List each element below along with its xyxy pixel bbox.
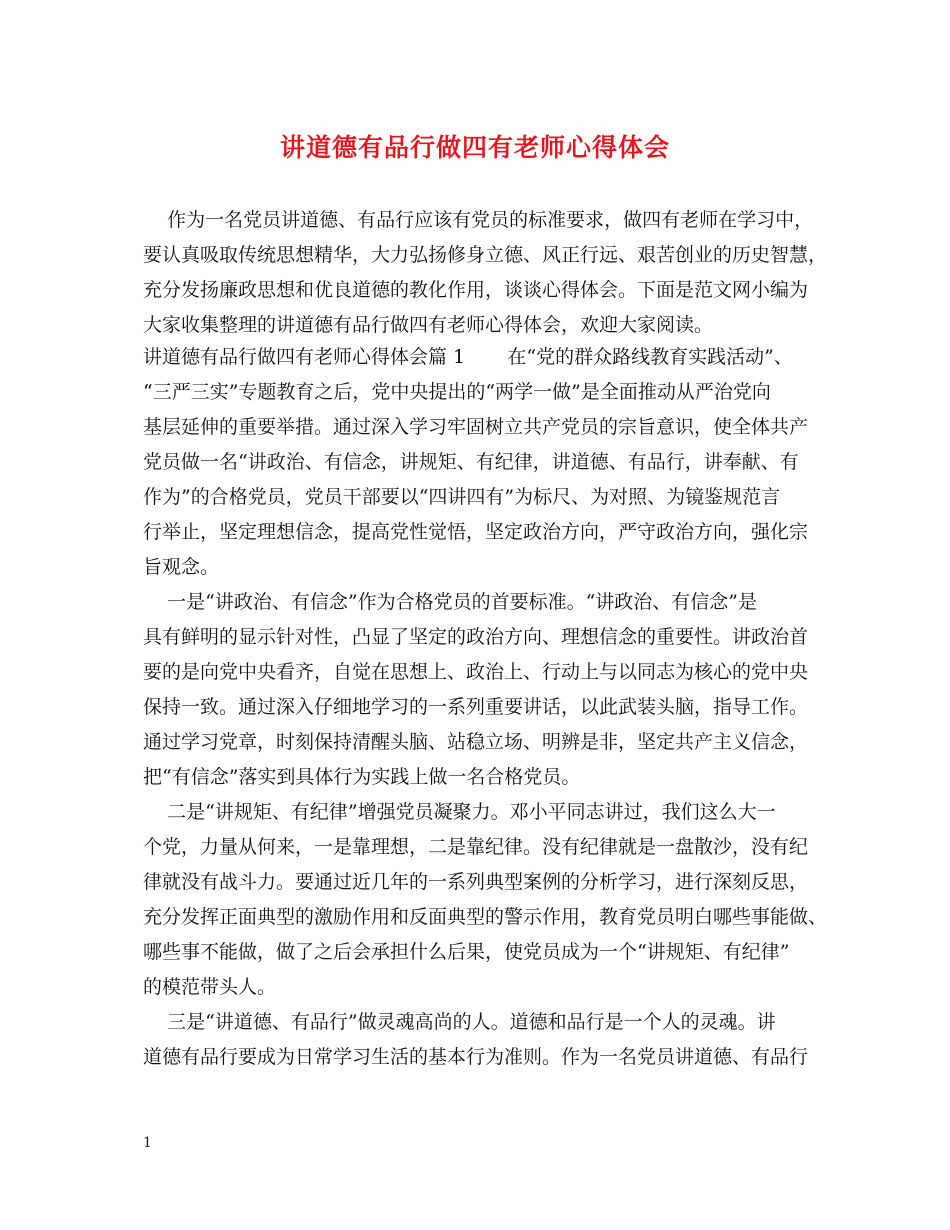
- body-line: 二是“讲规矩、有纪律”增强党员凝聚力。邓小平同志讲过，我们这么大一: [143, 801, 776, 823]
- body-line: 哪些事不能做，做了之后会承担什么后果，使党员成为一个“讲规矩、有纪律”: [143, 941, 790, 963]
- body-line: 道德有品行要成为日常学习生活的基本行为准则。作为一名党员讲道德、有品行: [143, 1046, 809, 1068]
- body-line: 把“有信念”落实到具体行为实践上做一名合格党员。: [143, 766, 581, 788]
- body-line: 要的是向党中央看齐，自觉在思想上、政治上、行动上与以同志为核心的党中央: [143, 661, 809, 683]
- body-line: 具有鲜明的显示针对性，凸显了坚定的政治方向、理想信念的重要性。讲政治首: [143, 626, 809, 648]
- body-line: 个党，力量从何来，一是靠理想，二是靠纪律。没有纪律就是一盘散沙，没有纪: [143, 836, 809, 858]
- body-line: 一是“讲政治、有信念”作为合格党员的首要标准。“讲政治、有信念”是: [143, 591, 758, 613]
- body-line: 律就没有战斗力。要通过近几年的一系列典型案例的分析学习，进行深刻反思，: [143, 871, 809, 893]
- page-number: 1: [143, 1135, 152, 1151]
- document-title: 讲道德有品行做四有老师心得体会: [279, 133, 670, 162]
- body-line: 通过学习党章，时刻保持清醒头脑、站稳立场、明辨是非，坚定共产主义信念，: [143, 731, 809, 753]
- body-line: 旨观念。: [143, 556, 220, 578]
- body-line: 作为一名党员讲道德、有品行应该有党员的标准要求，做四有老师在学习中，: [143, 209, 814, 231]
- body-line: 党员做一名“讲政治、有信念，讲规矩、有纪律，讲道德、有品行，讲奉献、有: [143, 451, 799, 473]
- body-line: 充分发扬廉政思想和优良道德的教化作用，谈谈心得体会。下面是范文网小编为: [143, 279, 809, 301]
- body-line: 要认真吸取传统思想精华，大力弘扬修身立德、风正行远、艰苦创业的历史智慧，: [143, 244, 828, 266]
- body-line: 充分发挥正面典型的激励作用和反面典型的警示作用，教育党员明白哪些事能做、: [143, 906, 828, 928]
- body-line: 作为”的合格党员，党员干部要以“四讲四有”为标尺、为对照、为镜鉴规范言: [143, 486, 781, 508]
- body-line: 基层延伸的重要举措。通过深入学习牢固树立共产党员的宗旨意识，使全体共产: [143, 416, 809, 438]
- body-line: 保持一致。通过深入仔细地学习的一系列重要讲话，以此武装头脑，指导工作。: [143, 696, 809, 718]
- body-line: 的模范带头人。: [143, 976, 277, 998]
- body-line: “三严三实”专题教育之后，党中央提出的“两学一做”是全面推动从严治党向: [143, 381, 771, 403]
- body-line: 行举止，坚定理想信念，提高党性觉悟，坚定政治方向，严守政治方向，强化宗: [143, 521, 809, 543]
- body-line: 三是“讲道德、有品行”做灵魂高尚的人。道德和品行是一个人的灵魂。讲: [143, 1011, 776, 1033]
- body-line: 讲道德有品行做四有老师心得体会篇 1 在“党的群众路线教育实践活动”、: [143, 346, 793, 368]
- body-line: 大家收集整理的讲道德有品行做四有老师心得体会，欢迎大家阅读。: [143, 314, 714, 336]
